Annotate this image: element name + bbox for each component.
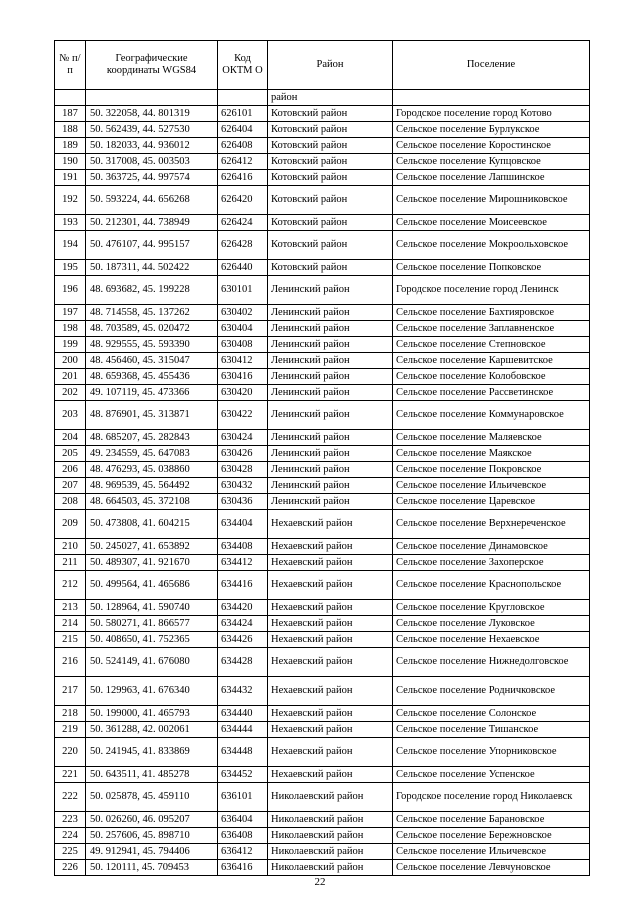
- cell-settlement: Сельское поселение Краснопольское: [393, 571, 590, 600]
- cell-district: Нехаевский район: [268, 767, 393, 783]
- cell-num: 195: [55, 260, 86, 276]
- cell-num: 194: [55, 231, 86, 260]
- cell-oktmo: 630428: [218, 462, 268, 478]
- cell-oktmo: 636101: [218, 783, 268, 812]
- cell-num: 219: [55, 722, 86, 738]
- cell-settlement: Сельское поселение Лапшинское: [393, 170, 590, 186]
- table-row: [55, 305, 590, 321]
- carry-cell-coords: [86, 90, 218, 106]
- cell-coordinates: 50. 643511, 41. 485278: [86, 767, 218, 783]
- cell-num: 208: [55, 494, 86, 510]
- cell-settlement: Городское поселение город Котово: [393, 106, 590, 122]
- cell-settlement: Сельское поселение Маякское: [393, 446, 590, 462]
- cell-settlement: Сельское поселение Бахтияровское: [393, 305, 590, 321]
- table-row: [55, 510, 590, 539]
- cell-district: Нехаевский район: [268, 738, 393, 767]
- cell-num: 225: [55, 844, 86, 860]
- cell-settlement: Сельское поселение Нижнедолговское: [393, 648, 590, 677]
- table-row: [55, 722, 590, 738]
- cell-num: 209: [55, 510, 86, 539]
- cell-num: 200: [55, 353, 86, 369]
- table-row: [55, 844, 590, 860]
- cell-num: 211: [55, 555, 86, 571]
- cell-coordinates: 48. 714558, 45. 137262: [86, 305, 218, 321]
- cell-num: 221: [55, 767, 86, 783]
- cell-district: Котовский район: [268, 215, 393, 231]
- cell-coordinates: 50. 476107, 44. 995157: [86, 231, 218, 260]
- cell-oktmo: 634428: [218, 648, 268, 677]
- cell-settlement: Сельское поселение Барановское: [393, 812, 590, 828]
- cell-settlement: Сельское поселение Луковское: [393, 616, 590, 632]
- cell-coordinates: 50. 499564, 41. 465686: [86, 571, 218, 600]
- cell-num: 205: [55, 446, 86, 462]
- cell-num: 197: [55, 305, 86, 321]
- cell-district: Котовский район: [268, 260, 393, 276]
- cell-num: 191: [55, 170, 86, 186]
- table-row: [55, 767, 590, 783]
- cell-coordinates: 49. 234559, 45. 647083: [86, 446, 218, 462]
- cell-oktmo: 634408: [218, 539, 268, 555]
- cell-district: Ленинский район: [268, 305, 393, 321]
- cell-coordinates: 50. 317008, 45. 003503: [86, 154, 218, 170]
- cell-coordinates: 48. 659368, 45. 455436: [86, 369, 218, 385]
- cell-oktmo: 636408: [218, 828, 268, 844]
- cell-settlement: Сельское поселение Мирошниковское: [393, 186, 590, 215]
- cell-coordinates: 50. 361288, 42. 002061: [86, 722, 218, 738]
- table-row: [55, 215, 590, 231]
- cell-oktmo: 634440: [218, 706, 268, 722]
- table-row: [55, 860, 590, 876]
- cell-coordinates: 50. 129963, 41. 676340: [86, 677, 218, 706]
- cell-settlement: Сельское поселение Динамовское: [393, 539, 590, 555]
- cell-oktmo: 630416: [218, 369, 268, 385]
- header-coords: Географические координаты WGS84: [86, 41, 218, 90]
- table-row: [55, 337, 590, 353]
- cell-settlement: Сельское поселение Коммунаровское: [393, 401, 590, 430]
- table-row: [55, 154, 590, 170]
- cell-coordinates: 50. 025878, 45. 459110: [86, 783, 218, 812]
- carry-cell-oktmo: [218, 90, 268, 106]
- cell-num: 214: [55, 616, 86, 632]
- cell-num: 212: [55, 571, 86, 600]
- cell-district: Николаевский район: [268, 860, 393, 876]
- table-row: [55, 260, 590, 276]
- cell-coordinates: 50. 212301, 44. 738949: [86, 215, 218, 231]
- cell-num: 206: [55, 462, 86, 478]
- cell-coordinates: 50. 524149, 41. 676080: [86, 648, 218, 677]
- cell-num: 188: [55, 122, 86, 138]
- header-num: № п/п: [55, 41, 86, 90]
- cell-coordinates: 50. 593224, 44. 656268: [86, 186, 218, 215]
- cell-oktmo: 630402: [218, 305, 268, 321]
- cell-coordinates: 50. 363725, 44. 997574: [86, 170, 218, 186]
- cell-district: Нехаевский район: [268, 539, 393, 555]
- cell-num: 215: [55, 632, 86, 648]
- table-row: [55, 446, 590, 462]
- table-row: [55, 385, 590, 401]
- cell-num: 190: [55, 154, 86, 170]
- cell-oktmo: 626420: [218, 186, 268, 215]
- cell-district: Ленинский район: [268, 369, 393, 385]
- cell-settlement: Сельское поселение Нехаевское: [393, 632, 590, 648]
- cell-oktmo: 626416: [218, 170, 268, 186]
- cell-district: Нехаевский район: [268, 571, 393, 600]
- table-row: [55, 353, 590, 369]
- cell-oktmo: 630436: [218, 494, 268, 510]
- cell-coordinates: 48. 703589, 45. 020472: [86, 321, 218, 337]
- carry-cell-district: район: [268, 90, 393, 106]
- cell-num: 217: [55, 677, 86, 706]
- cell-num: 210: [55, 539, 86, 555]
- cell-settlement: Сельское поселение Ильичевское: [393, 478, 590, 494]
- cell-oktmo: 634416: [218, 571, 268, 600]
- cell-oktmo: 626440: [218, 260, 268, 276]
- cell-settlement: Сельское поселение Успенское: [393, 767, 590, 783]
- carry-cell-num: [55, 90, 86, 106]
- cell-district: Ленинский район: [268, 494, 393, 510]
- cell-coordinates: 48. 969539, 45. 564492: [86, 478, 218, 494]
- cell-num: 207: [55, 478, 86, 494]
- cell-num: 218: [55, 706, 86, 722]
- cell-settlement: Сельское поселение Колобовское: [393, 369, 590, 385]
- table-row: [55, 462, 590, 478]
- cell-coordinates: 48. 476293, 45. 038860: [86, 462, 218, 478]
- cell-settlement: Сельское поселение Мокроольховское: [393, 231, 590, 260]
- cell-oktmo: 630426: [218, 446, 268, 462]
- table-row: [55, 616, 590, 632]
- table-row: [55, 828, 590, 844]
- cell-district: Николаевский район: [268, 828, 393, 844]
- cell-coordinates: 50. 026260, 46. 095207: [86, 812, 218, 828]
- table-row: [55, 539, 590, 555]
- cell-num: 203: [55, 401, 86, 430]
- cell-num: 189: [55, 138, 86, 154]
- cell-oktmo: 636412: [218, 844, 268, 860]
- cell-coordinates: 50. 182033, 44. 936012: [86, 138, 218, 154]
- table-row: [55, 122, 590, 138]
- cell-oktmo: 634426: [218, 632, 268, 648]
- cell-district: Нехаевский район: [268, 677, 393, 706]
- cell-settlement: Сельское поселение Рассветинское: [393, 385, 590, 401]
- cell-district: Котовский район: [268, 106, 393, 122]
- cell-settlement: Сельское поселение Ильичевское: [393, 844, 590, 860]
- cell-district: Котовский район: [268, 122, 393, 138]
- table-row: [55, 706, 590, 722]
- table-row: [55, 478, 590, 494]
- cell-coordinates: 50. 245027, 41. 653892: [86, 539, 218, 555]
- cell-num: 193: [55, 215, 86, 231]
- cell-oktmo: 634412: [218, 555, 268, 571]
- cell-settlement: Сельское поселение Попковское: [393, 260, 590, 276]
- cell-oktmo: 634404: [218, 510, 268, 539]
- table-row: [55, 430, 590, 446]
- cell-num: 204: [55, 430, 86, 446]
- cell-district: Нехаевский район: [268, 510, 393, 539]
- table-row: [55, 369, 590, 385]
- cell-num: 192: [55, 186, 86, 215]
- carry-cell-settlement: [393, 90, 590, 106]
- cell-settlement: Сельское поселение Царевское: [393, 494, 590, 510]
- cell-oktmo: 630101: [218, 276, 268, 305]
- cell-settlement: Городское поселение город Ленинск: [393, 276, 590, 305]
- cell-settlement: Сельское поселение Верхнереченское: [393, 510, 590, 539]
- cell-coordinates: 49. 912941, 45. 794406: [86, 844, 218, 860]
- cell-settlement: Сельское поселение Солонское: [393, 706, 590, 722]
- cell-district: Нехаевский район: [268, 616, 393, 632]
- cell-num: 199: [55, 337, 86, 353]
- cell-district: Ленинский район: [268, 446, 393, 462]
- table-row: [55, 231, 590, 260]
- cell-district: Нехаевский район: [268, 706, 393, 722]
- header-row: [55, 41, 590, 90]
- header-oktmo: Код ОКТМ О: [218, 41, 268, 90]
- cell-coordinates: 48. 685207, 45. 282843: [86, 430, 218, 446]
- cell-oktmo: 630408: [218, 337, 268, 353]
- cell-district: Котовский район: [268, 186, 393, 215]
- cell-settlement: Сельское поселение Левчуновское: [393, 860, 590, 876]
- table-row: [55, 106, 590, 122]
- cell-settlement: Сельское поселение Заплавненское: [393, 321, 590, 337]
- cell-settlement: Сельское поселение Степновское: [393, 337, 590, 353]
- cell-district: Нехаевский район: [268, 648, 393, 677]
- cell-settlement: Сельское поселение Каршевитское: [393, 353, 590, 369]
- cell-settlement: Сельское поселение Захоперское: [393, 555, 590, 571]
- table-row: [55, 571, 590, 600]
- cell-coordinates: 50. 473808, 41. 604215: [86, 510, 218, 539]
- cell-num: 222: [55, 783, 86, 812]
- table-row: [55, 677, 590, 706]
- table-row: [55, 186, 590, 215]
- table-row: [55, 600, 590, 616]
- cell-settlement: Сельское поселение Родничковское: [393, 677, 590, 706]
- page-number: 22: [314, 876, 326, 888]
- table-row: [55, 321, 590, 337]
- table-row: [55, 812, 590, 828]
- cell-district: Ленинский район: [268, 337, 393, 353]
- cell-coordinates: 50. 241945, 41. 833869: [86, 738, 218, 767]
- cell-settlement: Сельское поселение Купцовское: [393, 154, 590, 170]
- cell-coordinates: 50. 562439, 44. 527530: [86, 122, 218, 138]
- cell-coordinates: 50. 408650, 41. 752365: [86, 632, 218, 648]
- cell-settlement: Сельское поселение Упорниковское: [393, 738, 590, 767]
- cell-oktmo: 626101: [218, 106, 268, 122]
- cell-oktmo: 630432: [218, 478, 268, 494]
- cell-coordinates: 48. 664503, 45. 372108: [86, 494, 218, 510]
- cell-coordinates: 50. 120111, 45. 709453: [86, 860, 218, 876]
- cell-settlement: Сельское поселение Покровское: [393, 462, 590, 478]
- cell-coordinates: 50. 199000, 41. 465793: [86, 706, 218, 722]
- cell-oktmo: 636416: [218, 860, 268, 876]
- table-row: [55, 138, 590, 154]
- cell-coordinates: 50. 128964, 41. 590740: [86, 600, 218, 616]
- cell-settlement: Сельское поселение Тишанское: [393, 722, 590, 738]
- cell-oktmo: 630424: [218, 430, 268, 446]
- cell-settlement: Сельское поселение Бурлукское: [393, 122, 590, 138]
- cell-settlement: Городское поселение город Николаевск: [393, 783, 590, 812]
- cell-district: Ленинский район: [268, 321, 393, 337]
- cell-district: Ленинский район: [268, 401, 393, 430]
- cell-num: 220: [55, 738, 86, 767]
- cell-settlement: Сельское поселение Моисеевское: [393, 215, 590, 231]
- cell-num: 202: [55, 385, 86, 401]
- cell-oktmo: 630420: [218, 385, 268, 401]
- table-row: [55, 632, 590, 648]
- cell-oktmo: 634448: [218, 738, 268, 767]
- cell-coordinates: 50. 257606, 45. 898710: [86, 828, 218, 844]
- cell-district: Ленинский район: [268, 478, 393, 494]
- cell-num: 224: [55, 828, 86, 844]
- cell-district: Николаевский район: [268, 844, 393, 860]
- table-row: [55, 783, 590, 812]
- cell-coordinates: 48. 929555, 45. 593390: [86, 337, 218, 353]
- cell-oktmo: 626408: [218, 138, 268, 154]
- cell-district: Ленинский район: [268, 353, 393, 369]
- cell-coordinates: 48. 876901, 45. 313871: [86, 401, 218, 430]
- cell-num: 213: [55, 600, 86, 616]
- table-row: [55, 170, 590, 186]
- cell-oktmo: 630412: [218, 353, 268, 369]
- cell-coordinates: 49. 107119, 45. 473366: [86, 385, 218, 401]
- cell-oktmo: 634444: [218, 722, 268, 738]
- cell-settlement: Сельское поселение Маляевское: [393, 430, 590, 446]
- cell-district: Нехаевский район: [268, 600, 393, 616]
- cell-district: Ленинский район: [268, 276, 393, 305]
- cell-num: 226: [55, 860, 86, 876]
- table-row: [55, 401, 590, 430]
- table-row: [55, 555, 590, 571]
- cell-district: Нехаевский район: [268, 722, 393, 738]
- cell-oktmo: 626412: [218, 154, 268, 170]
- cell-coordinates: 48. 456460, 45. 315047: [86, 353, 218, 369]
- cell-district: Николаевский район: [268, 812, 393, 828]
- table-row: [55, 648, 590, 677]
- cell-district: Нехаевский район: [268, 632, 393, 648]
- cell-district: Котовский район: [268, 170, 393, 186]
- cell-num: 201: [55, 369, 86, 385]
- cell-num: 196: [55, 276, 86, 305]
- cell-district: Ленинский район: [268, 385, 393, 401]
- cell-oktmo: 626424: [218, 215, 268, 231]
- cell-coordinates: 50. 489307, 41. 921670: [86, 555, 218, 571]
- cell-district: Николаевский район: [268, 783, 393, 812]
- cell-coordinates: 48. 693682, 45. 199228: [86, 276, 218, 305]
- cell-district: Ленинский район: [268, 430, 393, 446]
- carry-over-row: [55, 90, 590, 106]
- cell-oktmo: 634432: [218, 677, 268, 706]
- cell-oktmo: 630404: [218, 321, 268, 337]
- cell-coordinates: 50. 580271, 41. 866577: [86, 616, 218, 632]
- cell-oktmo: 634452: [218, 767, 268, 783]
- cell-district: Котовский район: [268, 138, 393, 154]
- cell-district: Нехаевский район: [268, 555, 393, 571]
- cell-num: 223: [55, 812, 86, 828]
- table-row: [55, 494, 590, 510]
- cell-oktmo: 630422: [218, 401, 268, 430]
- cell-oktmo: 634424: [218, 616, 268, 632]
- cell-settlement: Сельское поселение Кругловское: [393, 600, 590, 616]
- cell-oktmo: 636404: [218, 812, 268, 828]
- cell-coordinates: 50. 187311, 44. 502422: [86, 260, 218, 276]
- cell-oktmo: 626428: [218, 231, 268, 260]
- cell-oktmo: 626404: [218, 122, 268, 138]
- settlements-table: [54, 40, 590, 876]
- table-row: [55, 738, 590, 767]
- cell-num: 198: [55, 321, 86, 337]
- cell-district: Котовский район: [268, 231, 393, 260]
- cell-num: 216: [55, 648, 86, 677]
- cell-coordinates: 50. 322058, 44. 801319: [86, 106, 218, 122]
- cell-settlement: Сельское поселение Коростинское: [393, 138, 590, 154]
- cell-num: 187: [55, 106, 86, 122]
- cell-district: Ленинский район: [268, 462, 393, 478]
- header-settlement: Поселение: [393, 41, 590, 90]
- cell-district: Котовский район: [268, 154, 393, 170]
- header-district: Район: [268, 41, 393, 90]
- cell-settlement: Сельское поселение Бережновское: [393, 828, 590, 844]
- cell-oktmo: 634420: [218, 600, 268, 616]
- table-row: [55, 276, 590, 305]
